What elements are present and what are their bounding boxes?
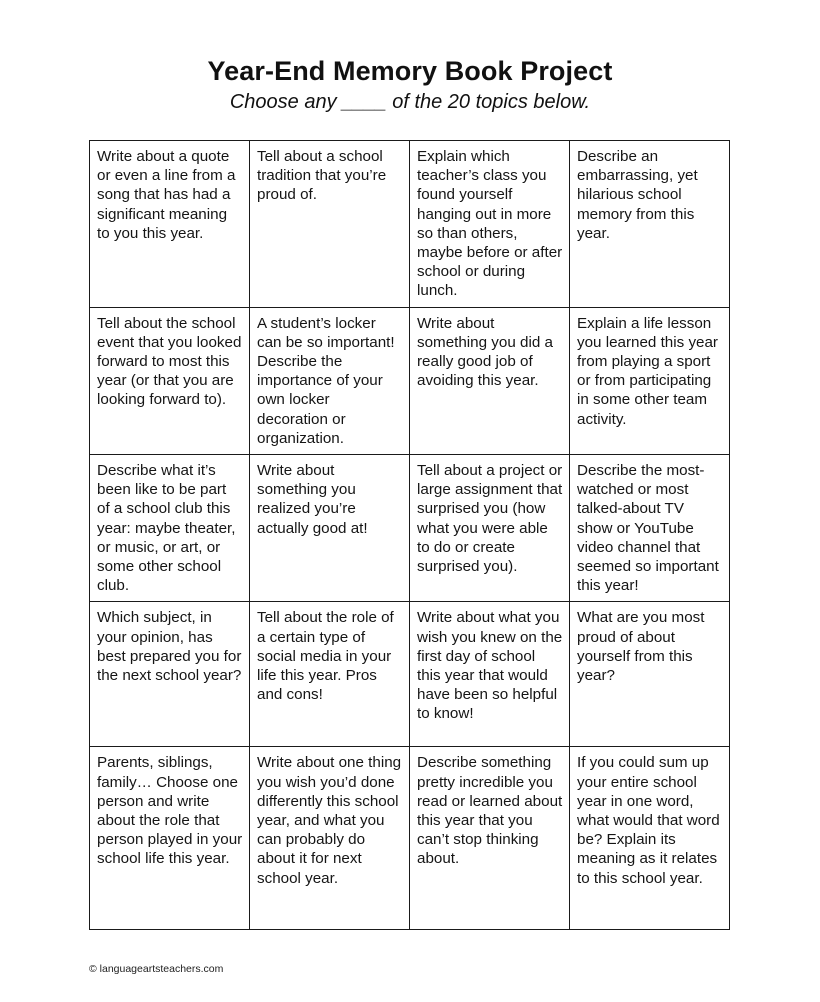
topic-cell: Tell about the school event that you looked forward to most this year (or that you are looking forward to). — [90, 307, 250, 454]
topic-cell: Parents, siblings, family… Choose one person and write about the role that person played in your school life this year. — [90, 747, 250, 930]
topics-row — [90, 141, 730, 308]
topic-cell: Explain a life lesson you learned this year from playing a sport or from participating in some other team activity. — [570, 307, 730, 454]
topic-cell: Describe what it’s been like to be part of a school club this year: maybe theater, or music, or art, or some other school club. — [90, 455, 250, 602]
topic-cell: Write about what you wish you knew on the first day of school this year that would have been so helpful to know! — [410, 602, 570, 747]
topics-grid — [89, 140, 730, 930]
topic-cell: Write about something you realized you’re actually good at! — [250, 455, 410, 602]
topic-cell: Write about something you did a really good job of avoiding this year. — [410, 307, 570, 454]
topic-cell: Write about one thing you wish you’d done differently this school year, and what you can probably do about it for next school year. — [250, 747, 410, 930]
topic-cell: A student’s locker can be so important! Describe the importance of your own locker decoration or organization. — [250, 307, 410, 454]
topic-cell: Describe something pretty incredible you read or learned about this year that you can’t stop thinking about. — [410, 747, 570, 930]
topic-cell: Tell about a project or large assignment that surprised you (how what you were able to do or create surprised you). — [410, 455, 570, 602]
topic-cell: Tell about a school tradition that you’re proud of. — [250, 141, 410, 308]
topic-cell: Describe an embarrassing, yet hilarious school memory from this year. — [570, 141, 730, 308]
topics-row — [90, 747, 730, 930]
copyright-footer: © languageartsteachers.com — [89, 963, 224, 975]
topics-row — [90, 455, 730, 602]
topics-row — [90, 307, 730, 454]
topic-cell: If you could sum up your entire school year in one word, what would that word be? Explain its meaning as it relates to this school year. — [570, 747, 730, 930]
topics-row — [90, 602, 730, 747]
topic-cell: Explain which teacher’s class you found yourself hanging out in more so than others, maybe before or after school or during lunch. — [410, 141, 570, 308]
topic-cell: Which subject, in your opinion, has best prepared you for the next school year? — [90, 602, 250, 747]
topic-cell: Describe the most-watched or most talked-about TV show or YouTube video channel that seemed so important this year! — [570, 455, 730, 602]
topic-cell: What are you most proud of about yourself from this year? — [570, 602, 730, 747]
topic-cell: Write about a quote or even a line from a song that has had a significant meaning to you this year. — [90, 141, 250, 308]
page-subtitle: Choose any ____ of the 20 topics below. — [229, 91, 591, 113]
page-title: Year-End Memory Book Project — [207, 56, 613, 86]
topic-cell: Tell about the role of a certain type of social media in your life this year. Pros and cons! — [250, 602, 410, 747]
